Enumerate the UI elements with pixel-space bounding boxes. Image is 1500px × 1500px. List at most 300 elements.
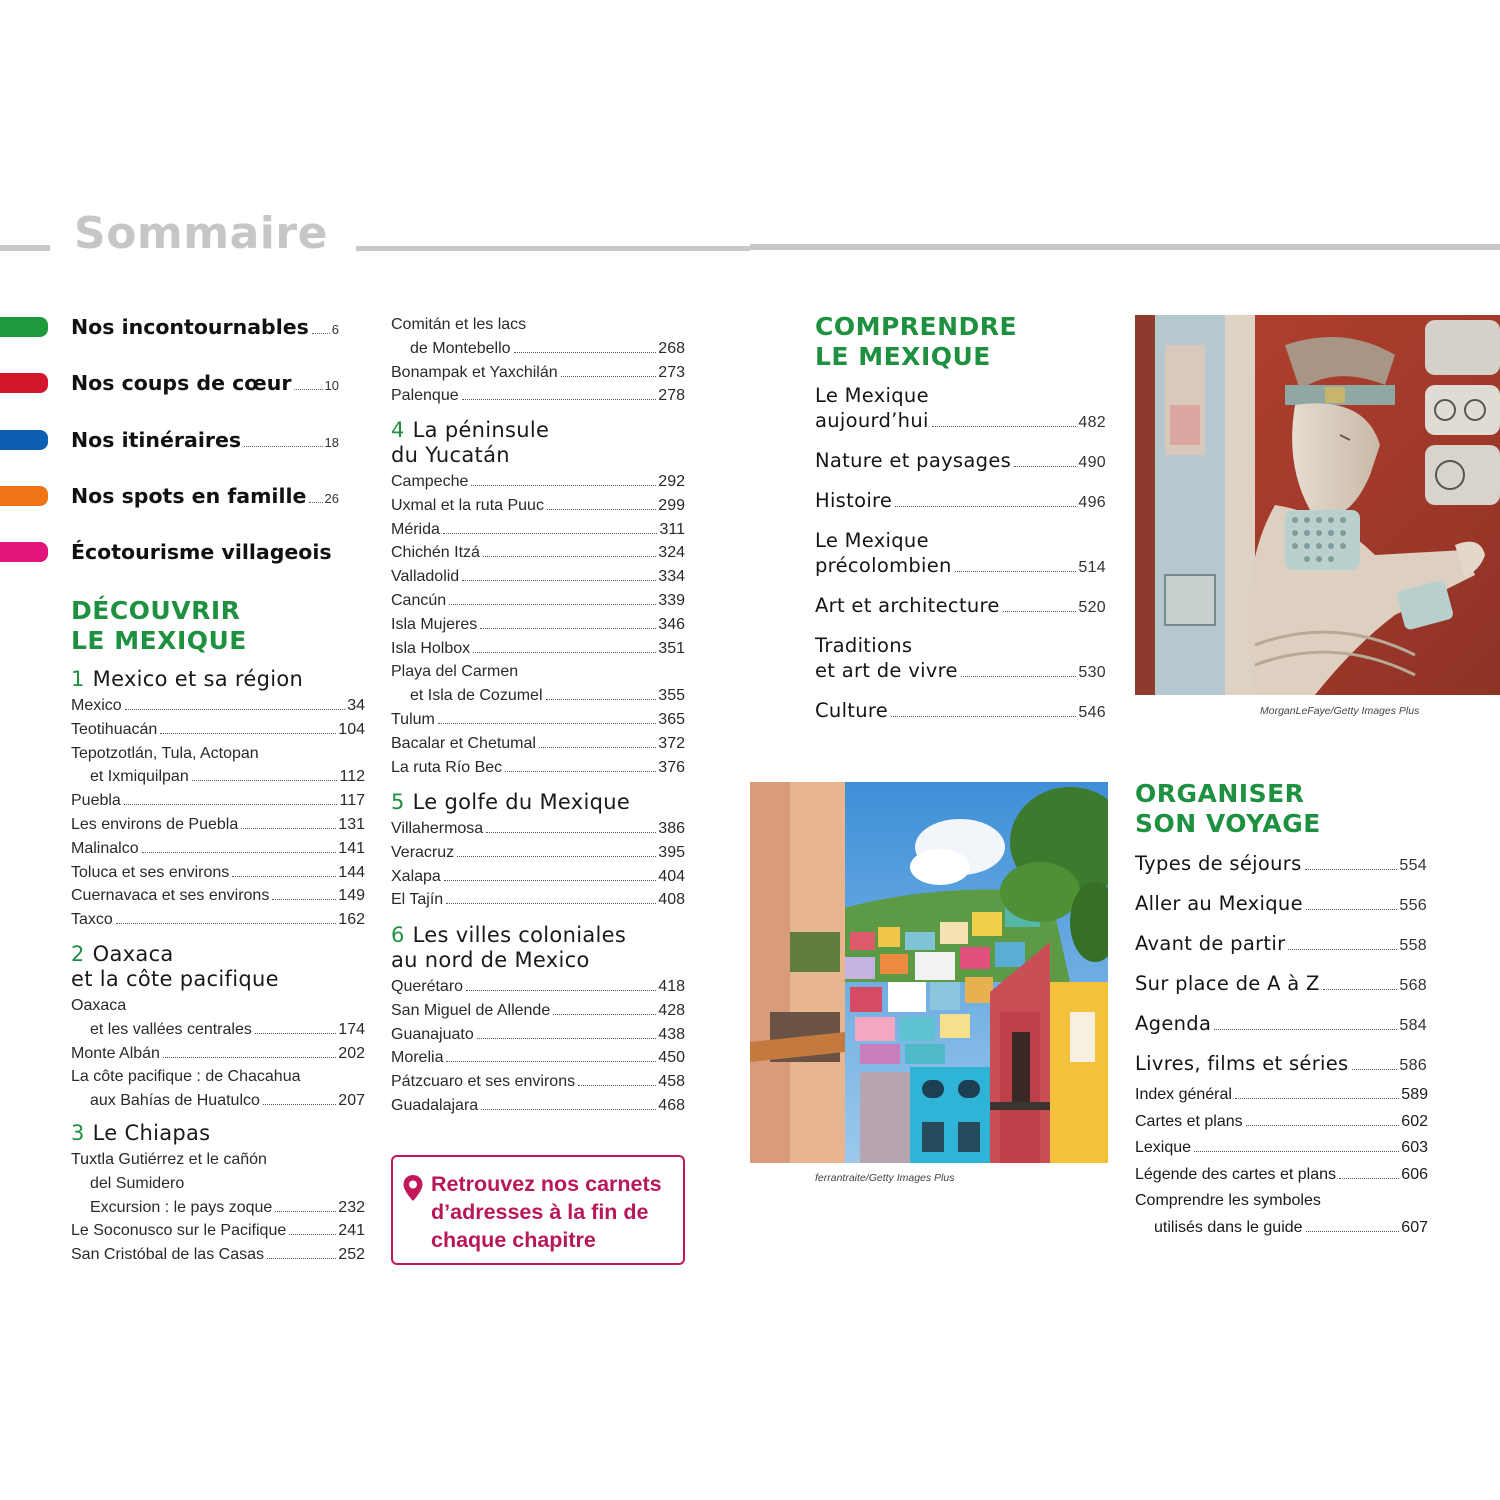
toc-entry-line — [71, 694, 365, 718]
toc-entry-line — [391, 975, 685, 999]
toc-entry-line — [391, 313, 685, 337]
page-number: 490 — [1078, 454, 1106, 471]
toc-entry[interactable] — [391, 999, 685, 1023]
toc-entry[interactable] — [71, 742, 365, 790]
toc-entry-line — [71, 718, 365, 742]
leader-dots — [486, 832, 656, 833]
section-heading-comprendre — [815, 312, 1017, 372]
toc-entry[interactable] — [391, 541, 685, 565]
page-number: 144 — [338, 863, 365, 881]
section-heading-decouvrir — [71, 596, 247, 656]
leader-dots — [142, 852, 337, 853]
toc-entry[interactable] — [815, 488, 1106, 515]
leader-dots — [267, 1258, 336, 1259]
entry-label: Pátzcuaro et ses environs — [391, 1073, 576, 1091]
leader-dots — [444, 880, 656, 881]
entry-label: Palenque — [391, 387, 459, 405]
chapter-heading-1[interactable] — [71, 667, 303, 692]
entry-label: Valladolid — [391, 568, 460, 586]
entry-label: Comprendre les symboles — [1135, 1192, 1321, 1209]
leader-dots — [272, 899, 336, 900]
toc-entry[interactable] — [391, 1070, 685, 1094]
toc-entry[interactable] — [391, 865, 685, 889]
page-number: 324 — [658, 544, 685, 562]
toc-entry[interactable] — [1135, 891, 1427, 918]
entry-label: Excursion : le pays zoque — [90, 1198, 273, 1216]
entry-label: Isla Holbox — [391, 639, 471, 657]
chapter-number: 2 — [71, 942, 85, 966]
toc-entry[interactable] — [815, 593, 1106, 620]
toc-entry[interactable] — [1135, 1011, 1427, 1038]
toc-entry-line — [71, 1065, 365, 1089]
toc-entry[interactable] — [391, 637, 685, 661]
entry-label: Oaxaca — [71, 997, 127, 1014]
toc-entry[interactable] — [391, 732, 685, 756]
colonial-street-illustration — [750, 782, 1108, 1163]
photo-credit-maya: MorganLeFaye/Getty Images Plus — [1260, 705, 1420, 717]
entry-label: Isla Mujeres — [391, 615, 478, 633]
toc-entry[interactable] — [391, 518, 685, 542]
toc-entry[interactable] — [1135, 1109, 1428, 1136]
toc-entry[interactable] — [391, 975, 685, 999]
toc-entry-line — [1135, 1135, 1428, 1162]
leader-dots — [477, 1038, 657, 1039]
chapter-title: Oaxaca — [92, 942, 174, 966]
heading-line: ORGANISER — [1135, 779, 1305, 808]
toc-list-chapter-5 — [391, 817, 685, 912]
leader-dots — [124, 804, 338, 805]
page-number: 26 — [324, 491, 339, 506]
toc-entry-line — [71, 1042, 365, 1066]
page-number: 395 — [658, 843, 685, 861]
toc-entry-line — [71, 1089, 365, 1113]
toc-entry[interactable] — [71, 1148, 365, 1219]
leader-dots — [546, 699, 657, 700]
toc-entry[interactable] — [815, 528, 1106, 580]
page-number: 207 — [338, 1092, 365, 1110]
chapter-heading-2[interactable] — [71, 942, 279, 992]
leader-dots — [289, 1234, 336, 1235]
leader-dots — [449, 604, 656, 605]
toc-list-chapter-4 — [391, 470, 685, 779]
page-number: 141 — [338, 839, 365, 857]
toc-entry[interactable] — [1135, 931, 1427, 958]
toc-entry[interactable] — [1135, 1082, 1428, 1109]
highlight-label: Nos spots en famille — [71, 484, 307, 508]
toc-entry-line — [71, 1148, 365, 1172]
entry-label: Tepotzotlán, Tula, Actopan — [71, 744, 259, 762]
toc-entry-line — [1135, 891, 1427, 918]
toc-entry-line — [391, 589, 685, 613]
page-number: 268 — [658, 339, 685, 357]
page-number: 602 — [1401, 1112, 1428, 1130]
toc-entry-line — [391, 841, 685, 865]
page-number: 558 — [1399, 937, 1427, 954]
toc-entry-line — [1135, 851, 1427, 878]
toc-entry[interactable] — [71, 1042, 365, 1066]
entry-label: Légende des cartes et plans — [1135, 1165, 1337, 1183]
toc-entry-line — [71, 765, 365, 789]
leader-dots — [309, 502, 322, 503]
toc-entry[interactable] — [71, 994, 365, 1042]
toc-entry-line — [1135, 1215, 1428, 1242]
leader-dots — [294, 389, 322, 390]
entry-label: Mérida — [391, 520, 440, 538]
toc-entry-line — [815, 383, 1106, 408]
toc-entry[interactable] — [71, 1243, 365, 1267]
toc-entry-line — [391, 518, 685, 542]
toc-entry-line — [1135, 1109, 1428, 1136]
leader-dots — [1194, 1151, 1399, 1152]
leader-dots — [192, 780, 338, 781]
entry-label: Teotihuacán — [71, 720, 158, 738]
page-number: 438 — [658, 1025, 685, 1043]
toc-entry-line — [391, 1070, 685, 1094]
toc-entry[interactable] — [1135, 971, 1427, 998]
toc-entry-line — [1135, 1051, 1427, 1078]
chapter-title: La péninsule — [412, 418, 550, 442]
page-number: 149 — [338, 887, 365, 905]
toc-entry[interactable] — [391, 613, 685, 637]
leader-dots — [160, 733, 336, 734]
leader-dots — [1235, 1098, 1399, 1099]
chapter-heading-4[interactable] — [391, 418, 549, 468]
leader-dots — [505, 771, 656, 772]
toc-entry[interactable] — [391, 1094, 685, 1118]
toc-entry-line — [815, 488, 1106, 515]
entry-label: Aller au Mexique — [1135, 892, 1303, 915]
toc-entry-line — [391, 384, 685, 408]
highlight-label: Nos incontournables — [71, 315, 309, 339]
toc-entry[interactable] — [391, 817, 685, 841]
page-number: 546 — [1078, 704, 1106, 721]
page-number: 311 — [659, 520, 685, 538]
entry-label: et Ixmiquilpan — [90, 768, 189, 786]
entry-label: Bacalar et Chetumal — [391, 734, 536, 752]
toc-entry[interactable] — [391, 589, 685, 613]
leader-dots — [462, 399, 657, 400]
toc-entry-line — [1135, 1188, 1428, 1215]
leader-dots — [1014, 466, 1076, 467]
leader-dots — [553, 1014, 656, 1015]
page-number: 418 — [658, 978, 685, 995]
color-tab-red — [0, 373, 48, 393]
toc-entry[interactable] — [391, 470, 685, 494]
leader-dots — [1339, 1178, 1399, 1179]
toc-entry[interactable] — [71, 813, 365, 837]
section-heading-organiser — [1135, 779, 1321, 839]
toc-entry-line — [391, 613, 685, 637]
toc-entry[interactable] — [391, 313, 685, 361]
toc-entry-line — [71, 837, 365, 861]
chapter-title: Le golfe du Mexique — [412, 790, 631, 814]
toc-entry-line — [71, 789, 365, 813]
toc-entry[interactable] — [71, 884, 365, 908]
toc-entry[interactable] — [815, 383, 1106, 435]
toc-entry[interactable] — [71, 1065, 365, 1113]
heading-line: LE MEXIQUE — [815, 342, 991, 371]
page-number: 584 — [1399, 1017, 1427, 1034]
entry-label: et Isla de Cozumel — [410, 687, 543, 705]
entry-label: Cartes et plans — [1135, 1112, 1243, 1130]
entry-label: Nature et paysages — [815, 449, 1012, 472]
leader-dots — [1214, 1029, 1397, 1030]
toc-entry-line — [391, 865, 685, 889]
toc-entry[interactable] — [71, 694, 365, 718]
page-number: 162 — [338, 911, 365, 929]
leader-dots — [932, 426, 1077, 427]
photo-credit-street: ferrantraite/Getty Images Plus — [815, 1172, 955, 1184]
entry-label: Livres, films et séries — [1135, 1052, 1349, 1075]
entry-label: Le Mexique — [815, 529, 929, 552]
page-number: 589 — [1401, 1086, 1428, 1103]
toc-entry-line — [71, 994, 365, 1018]
chapter-heading-6[interactable] — [391, 923, 626, 973]
entry-label: Agenda — [1135, 1012, 1212, 1035]
chapter-title-line2: au nord de Mexico — [391, 948, 590, 972]
toc-entry[interactable] — [391, 756, 685, 780]
page-number: 202 — [338, 1044, 365, 1062]
toc-entry-line — [815, 553, 1106, 580]
toc-entry-line — [815, 528, 1106, 553]
toc-entry-line — [71, 1219, 365, 1243]
page-number: 586 — [1399, 1057, 1427, 1074]
heading-line: COMPRENDRE — [815, 312, 1018, 341]
entry-label: Taxco — [71, 911, 113, 929]
leader-dots — [438, 723, 656, 724]
entry-label: Malinalco — [71, 839, 139, 857]
chapter-title: Les villes coloniales — [412, 923, 627, 947]
toc-entry[interactable] — [815, 698, 1106, 725]
toc-entry-line — [71, 908, 365, 932]
toc-entry-line — [391, 1046, 685, 1070]
leader-dots — [895, 506, 1076, 507]
toc-entry[interactable] — [1135, 1135, 1428, 1162]
entry-label: Morelia — [391, 1049, 444, 1067]
leader-dots — [255, 1033, 336, 1034]
entry-label: Index général — [1135, 1086, 1232, 1103]
toc-entry[interactable] — [1135, 1162, 1428, 1189]
maya-relief-illustration — [1135, 315, 1500, 695]
toc-entry-line — [391, 337, 685, 361]
entry-label: La ruta Río Bec — [391, 758, 503, 776]
toc-entry[interactable] — [391, 1023, 685, 1047]
leader-dots — [514, 352, 657, 353]
chapter-heading-3[interactable] — [71, 1121, 210, 1146]
toc-entry[interactable] — [391, 1046, 685, 1070]
toc-entry-line — [71, 1196, 365, 1220]
page-number: 482 — [1078, 414, 1106, 431]
entry-label: et les vallées centrales — [90, 1020, 252, 1038]
toc-entry[interactable] — [71, 789, 365, 813]
entry-label: Xalapa — [391, 867, 441, 885]
entry-label: Mexico — [71, 697, 122, 714]
entry-label: San Miguel de Allende — [391, 1001, 551, 1019]
toc-entry-line — [815, 448, 1106, 475]
color-tab-pink — [0, 542, 48, 562]
title-rule-left — [0, 245, 50, 251]
page-number: 496 — [1078, 494, 1106, 511]
toc-entry-line — [391, 361, 685, 385]
leader-dots — [446, 1061, 656, 1062]
toc-entry-line — [391, 817, 685, 841]
entry-label: Campeche — [391, 473, 469, 490]
entry-label: Le Mexique — [815, 384, 929, 407]
leader-dots — [116, 923, 337, 924]
toc-entry-line — [391, 684, 685, 708]
toc-list-chapter-1 — [71, 694, 365, 932]
callout-line: d’adresses à la fin de — [431, 1200, 649, 1224]
page-number: 458 — [658, 1073, 685, 1091]
entry-label: Playa del Carmen — [391, 663, 519, 681]
highlight-item[interactable] — [0, 368, 340, 398]
heading-line: SON VOYAGE — [1135, 809, 1321, 838]
leader-dots — [955, 571, 1077, 572]
toc-entry-line — [391, 637, 685, 661]
leader-dots — [561, 376, 657, 377]
toc-list-chapter-2 — [71, 994, 365, 1113]
chapter-number: 6 — [391, 923, 405, 947]
entry-label: Comitán et les lacs — [391, 316, 527, 333]
leader-dots — [275, 1211, 336, 1212]
leader-dots — [1306, 1231, 1400, 1232]
page-number: 10 — [324, 378, 339, 393]
entry-label: Chichén Itzá — [391, 544, 480, 562]
page-number: 112 — [339, 768, 365, 786]
leader-dots — [1003, 611, 1077, 612]
page-number: 104 — [338, 720, 365, 738]
leader-dots — [125, 709, 346, 710]
leader-dots — [891, 716, 1076, 717]
toc-entry[interactable] — [71, 861, 365, 885]
page-number: 376 — [658, 758, 685, 776]
leader-dots — [481, 1109, 656, 1110]
page-number: 428 — [658, 1001, 685, 1019]
toc-entry[interactable] — [1135, 1188, 1428, 1241]
toc-entry[interactable] — [71, 837, 365, 861]
page-number: 273 — [658, 363, 685, 381]
page-number: 232 — [338, 1198, 365, 1216]
toc-entry-line — [71, 1172, 365, 1196]
entry-label: précolombien — [815, 554, 952, 577]
leader-dots — [443, 533, 658, 534]
toc-entry[interactable] — [815, 633, 1106, 685]
page-number: 556 — [1399, 897, 1427, 914]
leader-dots — [961, 676, 1077, 677]
leader-dots — [446, 903, 656, 904]
toc-entry-line — [391, 660, 685, 684]
page-number: 339 — [658, 591, 685, 609]
toc-entry[interactable] — [391, 888, 685, 912]
entry-label: utilisés dans le guide — [1154, 1218, 1303, 1236]
toc-entry-line — [391, 1094, 685, 1118]
chapter-title-line2: et la côte pacifique — [71, 967, 279, 991]
leader-dots — [244, 446, 322, 447]
title-rule-right-2 — [750, 244, 1500, 250]
page-number: 365 — [658, 710, 685, 728]
page-number: 252 — [338, 1246, 365, 1264]
toc-entry-line — [815, 408, 1106, 435]
toc-entry-line — [71, 813, 365, 837]
entry-label: Traditions — [815, 634, 913, 657]
entry-label: Lexique — [1135, 1139, 1192, 1156]
toc-entry[interactable] — [391, 565, 685, 589]
toc-entry-line — [391, 999, 685, 1023]
page-number: 334 — [658, 568, 685, 586]
page-title: Sommaire — [74, 208, 328, 259]
page-number: 241 — [338, 1222, 365, 1240]
entry-label: Uxmal et la ruta Puuc — [391, 496, 544, 514]
leader-dots — [232, 876, 336, 877]
toc-entry[interactable] — [391, 384, 685, 408]
toc-entry[interactable] — [1135, 1051, 1427, 1078]
chapter-heading-5[interactable] — [391, 790, 630, 815]
photo-colonial-street — [750, 782, 1108, 1163]
toc-entry[interactable] — [1135, 851, 1427, 878]
leader-dots — [547, 509, 656, 510]
page-number: 174 — [338, 1020, 365, 1038]
chapter-title-line2: du Yucatán — [391, 443, 510, 467]
toc-entry[interactable] — [71, 908, 365, 932]
leader-dots — [473, 652, 656, 653]
entry-label: Villahermosa — [391, 820, 484, 837]
leader-dots — [1352, 1069, 1398, 1070]
page-number: 450 — [658, 1049, 685, 1067]
toc-entry[interactable] — [391, 361, 685, 385]
toc-entry-line — [391, 541, 685, 565]
toc-entry-line — [391, 756, 685, 780]
leader-dots — [1306, 909, 1398, 910]
page-number: 404 — [658, 867, 685, 885]
leader-dots — [1246, 1125, 1400, 1126]
entry-label: Sur place de A à Z — [1135, 972, 1320, 995]
entry-label: Art et architecture — [815, 594, 1000, 617]
toc-entry[interactable] — [391, 708, 685, 732]
toc-entry[interactable] — [815, 448, 1106, 475]
entry-label: Types de séjours — [1135, 852, 1302, 875]
toc-entry-line — [1135, 1011, 1427, 1038]
highlight-label: Nos itinéraires — [71, 428, 242, 452]
entry-label: Tulum — [391, 710, 435, 728]
leader-dots — [263, 1104, 336, 1105]
toc-entry[interactable] — [391, 660, 685, 708]
highlight-item[interactable] — [0, 425, 340, 455]
toc-entry[interactable] — [391, 841, 685, 865]
chapter-number: 5 — [391, 790, 405, 814]
entry-label: aux Bahías de Huatulco — [90, 1092, 260, 1110]
entry-label: aujourd’hui — [815, 409, 929, 432]
chapter-title: Mexico et sa région — [92, 667, 304, 691]
toc-entry[interactable] — [391, 494, 685, 518]
leader-dots — [1323, 989, 1398, 990]
toc-entry[interactable] — [71, 718, 365, 742]
toc-entry-line — [391, 565, 685, 589]
toc-list-organiser — [1135, 851, 1427, 1091]
toc-list-annex — [1135, 1082, 1428, 1241]
entry-label: Histoire — [815, 489, 893, 512]
toc-entry-line — [1135, 971, 1427, 998]
toc-entry-line — [815, 633, 1106, 658]
map-pin-icon — [402, 1174, 424, 1202]
leader-dots — [457, 856, 656, 857]
toc-entry-line — [71, 1018, 365, 1042]
toc-entry[interactable] — [71, 1219, 365, 1243]
toc-entry-line — [71, 861, 365, 885]
page-number: 603 — [1401, 1139, 1428, 1156]
highlight-item[interactable] — [0, 537, 340, 567]
highlight-item[interactable] — [0, 312, 340, 342]
highlight-item[interactable] — [0, 481, 340, 511]
